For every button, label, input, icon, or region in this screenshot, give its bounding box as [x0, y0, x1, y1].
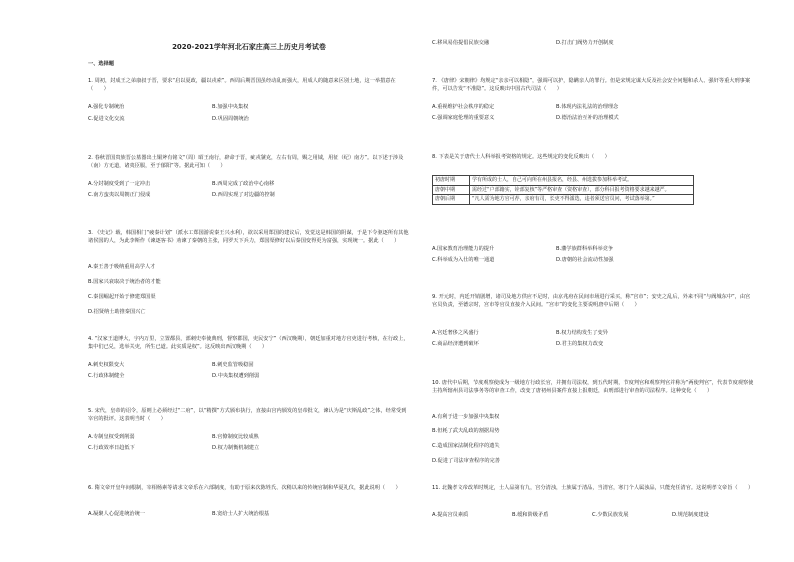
option-b: B.刺史监管吸稳固	[212, 362, 254, 368]
option-a: A.秦王善于吸纳重用高学人才	[88, 264, 156, 270]
question-stem: 3. 《史记》载，韩国相门“疲秦计划”（派水工郑国游说秦王兴水利），欲以采用郑国的建议后，发觉这是韩国的阴谋，于是下令驱逐所有其他诸侯国的人，为此李斯作《谏逐客书》劝谏了秦朝的主张，同罗天下兵力，郑国渠修好以后秦国变得更为富强，实现统一。据此（ ）	[88, 230, 409, 245]
table-cell-period: 唐朝中期	[433, 185, 470, 195]
option-d: D.打击门阀势力开创制度	[556, 40, 614, 46]
option-a: A.国家教育治理能力的提升	[432, 246, 495, 252]
option-d: D.君主的集权力改变	[556, 341, 604, 347]
option-b: B.西周完成了政治中心南移	[212, 181, 275, 187]
option-d: D.巩固周朝统治	[212, 116, 249, 122]
option-c: C.秦国崛起开始于修建郑国渠	[88, 294, 156, 300]
option-c: C.强调家庭伦理的重要意义	[432, 115, 495, 121]
exam-table	[432, 175, 694, 205]
section-heading: 一、选择题	[88, 61, 114, 67]
option-d: D.西周实现了对边疆的控制	[212, 192, 275, 198]
option-b: B.藩学族群科举科举竞争	[556, 246, 614, 252]
question-stem: 6. 隋文帝开皇年间根制，宰相杨素等请求文帝乐在六部制度，有助于原来次陈姓氏、次稍以来的传统官制和华夏礼仪，据此说明（ ）	[88, 485, 401, 491]
option-b: B.但耗了武夫乱政的割据局势	[432, 428, 500, 434]
option-d: D.促进了司法审查程序的完善	[432, 458, 500, 464]
option-c: C.行政效率日趋低下	[88, 445, 135, 451]
table-cell-text: 需经过“户部籍实，铨部复核”等严格审查（资格审查），部分科目报考资格要求越来越严。	[470, 185, 694, 195]
option-c: C.商品经济遭到破坏	[432, 341, 479, 347]
option-b: B.加强中央集权	[212, 104, 249, 110]
option-a: A.强化专制统治	[88, 104, 125, 110]
option-b: B.国家兴衰取决于统治者的才能	[88, 279, 161, 285]
option-b: B.权力结构发生了变异	[556, 330, 608, 336]
option-a: A.分封制度受到了一定冲击	[88, 181, 151, 187]
option-c: C.南方蛮夷以周朝正门侵成	[88, 192, 151, 198]
option-b: B.缓和阶级矛盾	[512, 512, 549, 518]
option-b: B.宽给士人扩大统治根基	[212, 511, 270, 517]
option-d: D.权力制衡机制建立	[212, 445, 260, 451]
option-d: D.中央集权遭到削弱	[212, 373, 260, 379]
table-cell-period: 唐朝后期	[433, 195, 470, 205]
question-stem: 8. 下表是关于唐代士人科举报考资格的规定。这些规定的变化反映出（ ）	[432, 154, 610, 160]
table-cell-text: 学有所成的士人，自己可向所在州县报名，经县、州选拔参加科举考试。	[470, 176, 694, 186]
question-stem: 11. 北魏孝文帝改革时规定，士人品第有九，宫分清浊，士族属于清品，当清官，寒门个人属浊品，只能充任清官。这说明孝文帝旨（ ）	[432, 485, 754, 491]
question-stem: 5. 宋代，皇帝的诏令，原则上必须经过“二府”，以“精撰”方式颁布执行，直接由宫内颁发的皇帝批文，谏认为是“庆斯乱政”之体，经常受到宰官的批评。这表明当时（ ）	[88, 408, 407, 423]
question-stem: 1. 周初，封成王之弟康叔于晋，要求“启以夏政，疆以戎索”。西周后期晋国虽经动乱而强大，用成人的随意来区别土地，这一举措意在（ ）	[88, 78, 396, 93]
option-a: A.刺史权限变大	[88, 362, 125, 368]
option-a: A.有利于进一步加强中央集权	[432, 414, 500, 420]
table-row	[433, 195, 694, 205]
option-c: C.移风易俗提倡民族交融	[432, 40, 490, 46]
option-c: C.少数民族发展	[592, 512, 629, 518]
question-stem: 10. 唐代中后期，节度观察使成为一级地方行政长官，并拥有司法权，到五代时期，节度判官和观察判官并称为“两使判官”，代表节度观察使主持所辖州县司法事务等的审查工作，改变了唐初州县案件直接上报朝廷，由刑部进行审查的司法程序。这种变化（ ）	[432, 380, 754, 395]
option-a: A.宫廷奢侈之风盛行	[432, 330, 479, 336]
exam-title: 2020-2021学年河北石家庄高三上历史月考试卷	[172, 43, 326, 51]
option-d: D.规范制度建设	[672, 512, 709, 518]
option-c: C.科举成为入仕的唯一通道	[432, 257, 495, 263]
option-a: A.提高宫员素质	[432, 512, 469, 518]
option-c: C.造成国家法制化程序的遗失	[432, 443, 500, 449]
question-stem: 9. 开元时，内廷开销剧增，诸司及地方供应不足时，由京兆府在民间市场进行采买，称“宫市”；安史之乱后，外来不同“与阀城东中”，由宫官员负责，至德宗时，宫市等官员直接介入民间。“宫市”的变化主要说明唐中后期（ ）	[432, 294, 751, 309]
table-cell-period: 初唐时期	[433, 176, 470, 186]
option-a: A.专制皇权受到削弱	[88, 434, 135, 440]
question-stem: 7. 《唐律》宋朝律》均规定“亲亲可以相隐”，强调可以护，隐瞒亲人的罪行。但是宋规定谋大反及社会安全问题和杀人、强奸等重大刑事案件，可以告发“不准隐”。这反映出中国古代司法（ ）	[432, 78, 751, 93]
table-cell-text: “凡人需为地方官可荐，亲府有司，长吏不得滥选，违者须送官员问，考试落举第。”	[470, 195, 694, 205]
option-d: D.招贤纳士助推秦国兴亡	[88, 309, 146, 315]
option-a: A.重视维护社会秩序的稳定	[432, 104, 495, 110]
option-c: C.促进文化交流	[88, 116, 125, 122]
option-b: B.体现内法礼法的治理理念	[556, 104, 619, 110]
question-stem: 4. “汉家王道博大，宇内万里，立置都县，部刺史奉使典刑，督察郡国，吏民安宁”（西汉晚期），朝廷加重对地方官吏进行考核，在行政上，集中们已兑，选举关吏，所生已道。此实质是权”。这反映出西汉晚期（ ）	[88, 336, 409, 351]
option-b: B.官僚制度比较成熟	[212, 434, 259, 440]
option-a: A.凝聚人心促进统治统一	[88, 511, 145, 517]
option-c: C.行政体制健全	[88, 373, 125, 379]
table-row	[433, 185, 694, 195]
option-d: D.唐朝的社会流动性加强	[556, 257, 614, 263]
question-stem: 2. 春秋晋国贵族晋公墓器出土铜斧有铭文“（周）昭王南行，辟命于晋，疵戎虢克，左右有周，赐之用钺，用征（纪）南方”。以下述于涉及（南）方无道，诸夷臣服，至于郁阳”等。据此可知（ ）	[88, 155, 404, 170]
option-d: D.德治法治互补的治理模式	[556, 115, 619, 121]
table-row	[433, 176, 694, 186]
